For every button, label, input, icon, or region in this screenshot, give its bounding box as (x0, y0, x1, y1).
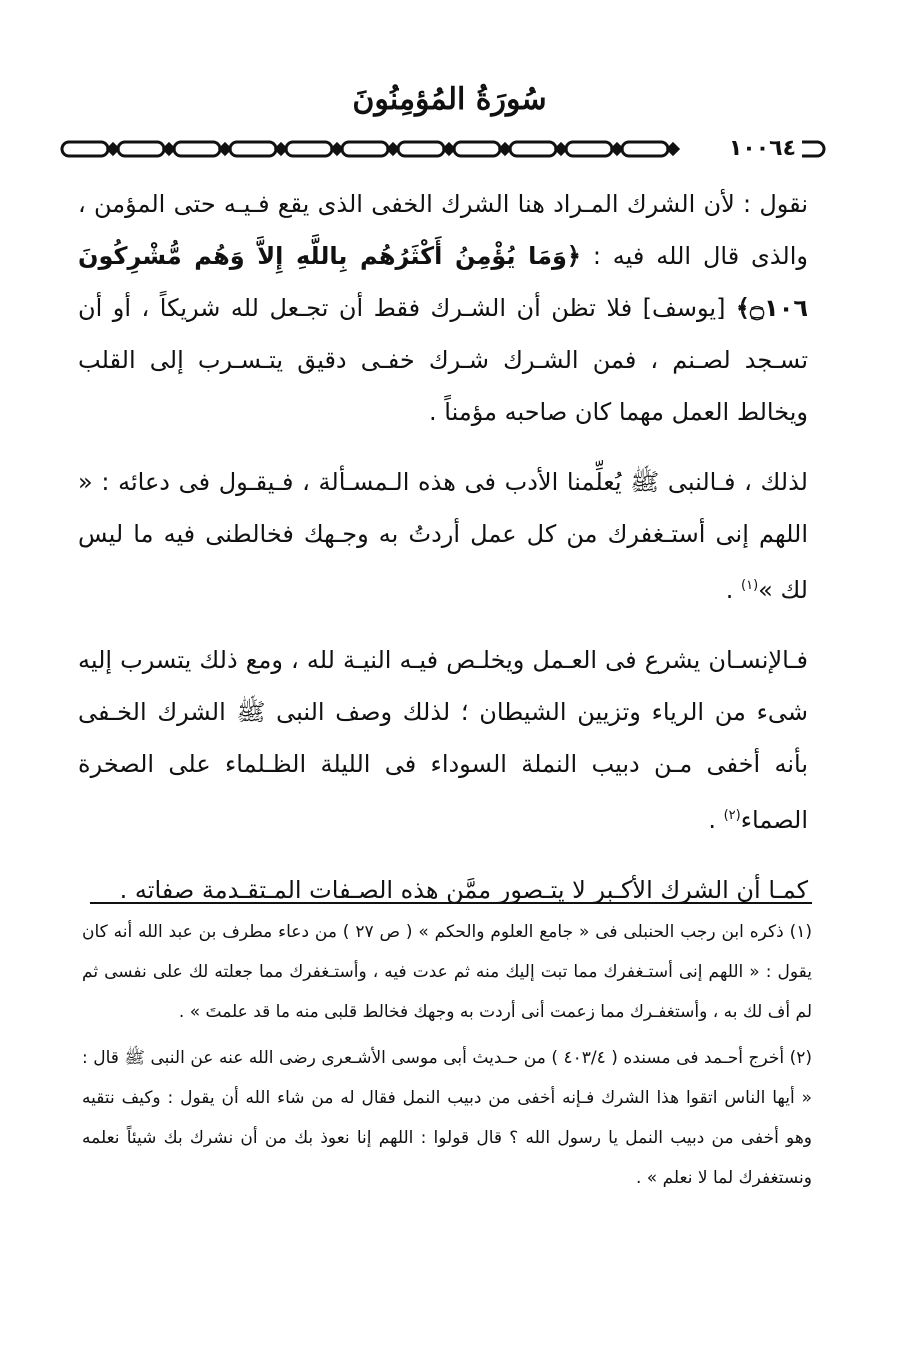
chain-link (230, 142, 276, 156)
paragraph-2-end: . (725, 576, 741, 604)
footnote-2: (٢) أخرج أحـمد فى مسنده ( ٤٠٣/٤ ) من حـديث أبى موسى الأشـعرى رضى الله عنه عن النبى ﷺ قال : « أيها الناس اتقوا هذا الشرك فـإنه أخفى من دبيب النمل فقال له من شاء الله أن يقول : وكيف نتقيه وهو أخفى من دبيب النمل يا رسول الله ؟ قال قولوا : اللهم إنا نعوذ بك من أن نشرك بك شيئاً نعلمه ونستغفرك لما لا نعلم » . (82, 1048, 813, 1188)
paragraph-1 (78, 178, 808, 438)
paragraph-1-text-after: [يوسف] فلا تظن أن الشـرك فقط أن تجـعل لله شريكاً ، أو أن تسـجد لصـنم ، فمن الشـرك شـرك خفـى دقيق يتـسـرب إلى القلب ويخالط العمل مهما كان صاحبه مؤمناً . (78, 294, 808, 426)
paragraph-2-text: لذلك ، فـالنبى ﷺ يُعلِّمنا الأدب فى هذه الـمسـألة ، فـيقـول فى دعائه : « اللهم إنى أستـغفرك من كل عمل أردتُ به وجـهك فخالطنى فيه ما ليس لك » (78, 468, 808, 604)
paragraph-2 (78, 456, 808, 616)
chain-link (286, 142, 332, 156)
chain-link (62, 142, 108, 156)
paragraph-4 (78, 864, 808, 916)
footnote-divider (90, 902, 812, 904)
paragraph-3-end: . (708, 806, 724, 834)
chain-link (622, 142, 668, 156)
chain-diamond (668, 144, 678, 154)
chain-link (342, 142, 388, 156)
footnote-ref-1: (١) (741, 578, 759, 593)
chain-link (566, 142, 612, 156)
chain-link (174, 142, 220, 156)
chain-link (454, 142, 500, 156)
main-text (78, 178, 808, 934)
header-ornament-bar (58, 130, 830, 168)
paragraph-1-text-before: نقول : لأن الشرك المـراد هنا الشرك الخفى الذى يقع فـيـه حتى المؤمن ، والذى قال الله فيه : (78, 190, 808, 270)
surah-title: سُورَةُ المُؤمِنُونَ (352, 82, 547, 117)
chain-ornament (58, 130, 830, 168)
footnote-1: (١) ذكره ابن رجب الحنبلى فى « جامع العلوم والحكم » ( ص ٢٧ ) من دعاء مطرف بن عبد الله أنه كان يقول : « اللهم إنى أستـغفرك مما تبت إليك منه ثم عدت فيه ، وأستـغفرك مما جعلته لك على نفسى ثم لم أف لك به ، وأستغفـرك مما زعمت أنى أردت به وجهك فخالط قلبى منه ما قد علمتَ » . (82, 922, 812, 1022)
paragraph-4-text: كمـا أن الشرك الأكـبر لا يتـصور ممَّن هذه الصـفات المـتقـدمة صفاته . (119, 876, 808, 904)
page-number: ١٠٠٦٤ (723, 130, 802, 168)
paragraph-3 (78, 634, 808, 846)
quran-verse: ﴿وَمَا يُؤْمِنُ أَكْثَرُهُم بِاللَّهِ إِلاَّ وَهُم مُّشْرِكُونَ ۝١٠٦﴾ (78, 242, 808, 322)
chain-link (118, 142, 164, 156)
footnotes (82, 912, 812, 1204)
footnote-ref-2: (٢) (723, 808, 741, 823)
paragraph-3-text: فـالإنسـان يشرع فى العـمل ويخلـص فيـه النيـة لله ، ومع ذلك يتسرب إليه شىء من الرياء وتزيين الشيطان ؛ لذلك وصف النبى ﷺ الشرك الخـفى بأنه أخفى مـن دبيب النملة السوداء فى الليلة الظـلماء على الصخرة الصماء (78, 646, 808, 834)
chain-link (398, 142, 444, 156)
chain-link (510, 142, 556, 156)
